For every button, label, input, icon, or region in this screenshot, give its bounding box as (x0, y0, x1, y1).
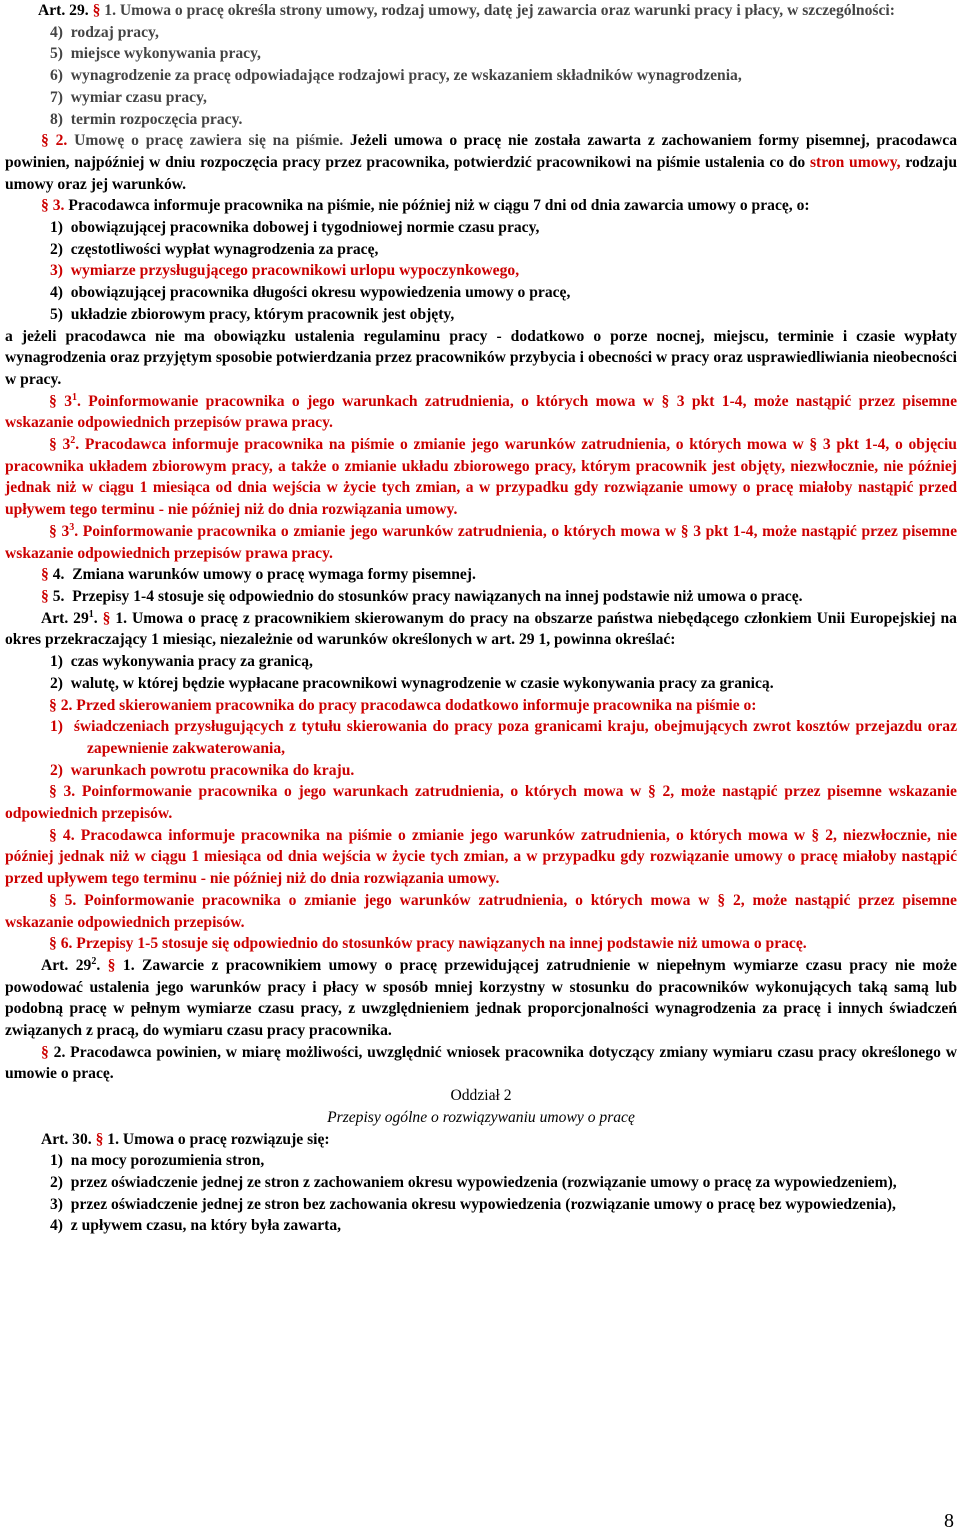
section-sign-icon: § (49, 696, 57, 714)
division-title: Oddział 2 (450, 1087, 512, 1105)
art29-2-paragraph-2 (5, 1042, 957, 1085)
list-item: 1) obowiązującej pracownika dobowej i tygodniowej normie czasu pracy, (50, 219, 540, 237)
paragraph-text: Zawarcie z pracownikiem umowy o pracę przewidującej zatrudnienie w niepełnym wymiarze czasu pracy nie może powodować ustalenia jego warunków pracy i płacy w sposób mniej korzystny w stosunku do pracowników wykonujących taką samą lub podobną pracę w pełnym wymiarze czasu pracy, z uwzględnieniem jednak proporcjonalności wynagrodzenia za pracę i innych świadczeń związanych z pracą, do wymiaru czasu pracy pracownika. (5, 956, 957, 1040)
section-sign-icon: § (49, 891, 57, 909)
art29-1-paragraph-6 (5, 933, 957, 955)
art30-paragraph-1 (5, 1129, 957, 1151)
paragraph-number: 1. (115, 609, 128, 627)
paragraph-text: Pracodawca informuje pracownika na piśmie o zmianie jego warunków zatrudnienia, o których mowa w (84, 436, 804, 454)
list-item: 2) warunkach powrotu pracownika do kraju. (50, 761, 355, 779)
section-sign-icon: § (41, 566, 49, 584)
section-sign-icon: § (49, 522, 57, 540)
list-item: 4) rodzaj pracy, (50, 23, 159, 41)
section-sign-icon: § (41, 587, 49, 605)
paragraph-number: 2. (55, 132, 68, 150)
list-item: 4) obowiązującej pracownika długości okresu wypowiedzenia umowy o pracę, (50, 284, 571, 302)
list-item: 2) walutę, w której będzie wypłacane pracownikowi wynagrodzenie w czasie wykonywania pracy za granicą. (50, 674, 774, 692)
art29-paragraph-2 (5, 130, 957, 195)
paragraph-text: rodzaju umowy oraz jej warunków. (5, 153, 958, 193)
paragraph-number: $3^1$. (64, 391, 81, 410)
paragraph-text: Jeżeli umowa o pracę nie została zawarta z zachowaniem formy pisemnej, pracodawca powinien, najpóźniej w dniu rozpoczęcia pracy przez pracownika, potwierdzić pracownikowi na piśmie ustalenia co do (5, 132, 958, 171)
art29-paragraph-5 (5, 586, 957, 608)
paragraph-text: 4. Pracodawca informuje pracownika na piśmie o zmianie jego warunków zatrudnienia, o których mowa w (62, 826, 806, 844)
list-item: 2) częstotliwości wypłat wynagrodzenia za pracę, (50, 240, 379, 258)
paragraph-number: 1. (122, 956, 135, 974)
article-heading: Art. 30. (41, 1130, 92, 1148)
paragraph-text: 6. Przepisy 1-5 stosuje się odpowiednio do stosunków pracy nawiązanych na innej podstawie niż umowa o pracę. (60, 935, 807, 953)
paragraph-text: 3 pkt 1-4, o objęciu pracownika układem zbiorowym pracy, a także o zmianie układu zbiorowego pracy, którym pracownik jest objęty, niezwłocznie, nie później jednak niż w ciągu 1 miesiąca od dnia wejścia w życie tych zmian, a w przypadku gdy rozwiązanie umowy o pracę miałoby nastąpić przed upływem tego terminu - nie później niż do dnia rozwiązania umowy. (5, 436, 957, 519)
paragraph-number: 1. (107, 1130, 119, 1148)
art29-paragraph-3 (5, 195, 957, 217)
paragraph-text: Poinformowanie pracownika o zmianie jego warunków zatrudnienia, o których mowa w (82, 522, 677, 540)
section-sign-icon: § (102, 609, 111, 627)
section-sign-icon: § (92, 2, 101, 19)
paragraph-number: 3. (52, 197, 65, 215)
art29-1-paragraph-5 (5, 890, 957, 933)
document-body (5, 0, 957, 1237)
paragraph-title: Umowę o pracę zawiera się na piśmie. (74, 132, 344, 150)
art29-2-paragraph-1 (5, 955, 957, 1042)
section-sign-icon: § (647, 783, 656, 801)
list-item: 2) przez oświadczenie jednej ze stron z zachowaniem okresu wypowiedzenia (rozwiązanie umowy o pracę za wypowiedzeniem), (50, 1173, 897, 1191)
section-sign-icon: § (95, 1130, 104, 1148)
paragraph-text: 2, niezwłocznie, nie później jednak niż w ciągu 1 miesiąca od dnia wejścia w życie tych zmian, a w przypadku gdy rozwiązanie umowy o pracę miałoby nastąpić przed upływem tego terminu - nie później niż do dnia rozwiązania umowy. (5, 826, 957, 888)
page-number: 8 (944, 1510, 954, 1532)
paragraph-text: a jeżeli pracodawca nie ma obowiązku ustalenia regulaminu pracy - dodatkowo o porze nocnej, miejscu, terminie i czasie wypłaty wynagrodzenia oraz przyjętym sposobie potwierdzania przez pracowników przybycia i obecności w pracy oraz usprawiedliwiania nieobecności w pracy. (5, 327, 957, 388)
section-sign-icon: § (49, 826, 57, 844)
list-item: 4) z upływem czasu, na który była zawarta, (50, 1217, 342, 1235)
paragraph-text: Umowa o pracę z pracownikiem skierowanym do pracy na (131, 609, 530, 627)
section-sign-icon: § (107, 956, 116, 974)
paragraph-text: 3 pkt 1-4, może nastąpić przez pisemne wskazanie odpowiednich przepisów prawa pracy. (5, 522, 958, 562)
list-item: 5) miejsce wykonywania pracy, (50, 45, 261, 63)
art29-1-paragraph-1 (5, 608, 957, 651)
paragraph-text: 3. Poinformowanie pracownika o jego warunkach zatrudnienia, o których mowa w (63, 783, 642, 801)
list-item: 1) na mocy porozumienia stron, (50, 1152, 265, 1170)
section-sign-icon: § (680, 522, 689, 540)
section-sign-icon: § (49, 436, 57, 454)
paragraph-text: Pracodawca informuje pracownika na piśmie, nie później niż w ciągu 7 dni od dnia zawarcia umowy o pracę, o: (68, 197, 810, 215)
paragraph-text: Umowa o pracę określa strony umowy, rodzaj umowy, datę jej zawarcia oraz warunki pracy i (119, 2, 741, 19)
section-sign-icon: § (41, 1043, 49, 1061)
paragraph-text: 5. Poinformowanie pracownika o zmianie jego warunków zatrudnienia, o których mowa w (64, 891, 710, 909)
art29-paragraph-3-2 (5, 434, 957, 521)
list-item: 1) świadczeniach przysługujących z tytułu skierowania do pracy poza granicami kraju, obejmujących zwrot kosztów przejazdu oraz zapewnienie zakwaterowania, (50, 718, 957, 757)
section-sign-icon: § (49, 392, 57, 410)
paragraph-number: $3^3$. (61, 521, 79, 540)
section-sign-icon: § (811, 826, 820, 844)
art29-paragraph-4 (5, 564, 957, 586)
list-item: 3) wymiarze przysługującego pracownikowi urlopu wypoczynkowego, (50, 262, 520, 280)
art29-paragraph-3-3 (5, 521, 957, 564)
list-item: 7) wymiar czasu pracy, (50, 88, 207, 106)
list-item: 8) termin rozpoczęcia pracy. (50, 110, 243, 128)
section-sign-icon: § (717, 891, 726, 909)
section-sign-icon: § (41, 197, 49, 215)
paragraph-text: 4. Zmiana warunków umowy o pracę wymaga formy pisemnej. (52, 566, 476, 584)
paragraph-text: 2, może nastąpić przez pisemne wskazanie odpowiednich przepisów. (5, 891, 957, 931)
paragraph-text: 2. Przed skierowaniem pracownika do pracy pracodawca dodatkowo informuje pracownika na piśmie o: (60, 696, 757, 714)
article-heading: Art. $29^1$. (41, 608, 98, 627)
section-sign-icon: § (809, 436, 818, 454)
list-item: 1) czas wykonywania pracy za granicą, (50, 653, 313, 671)
art29-1-paragraph-2 (5, 695, 957, 717)
paragraph-text: obszarze państwa niebędącego członkiem Unii Europejskiej na okres przekraczający 1 miesiąc, niezależnie od warunków określonych w art. 29 1, powinna określać: (5, 609, 957, 649)
article-heading: Art. 29. (38, 2, 89, 19)
article-heading: Art. $29^2$. (41, 955, 101, 974)
division-subtitle: Przepisy ogólne o rozwiązywaniu umowy o pracę (327, 1108, 635, 1126)
section-sign-icon: § (661, 392, 670, 410)
paragraph-text: 3 pkt 1-4, może nastąpić przez pisemne wskazanie odpowiednich przepisów prawa pracy. (5, 392, 958, 432)
art29-paragraph-1 (5, 0, 957, 22)
paragraph-text: 2, może nastąpić przez pisemne wskazanie odpowiednich przepisów. (5, 783, 957, 823)
paragraph-text: płacy, w szczególności: (744, 2, 895, 19)
section-sign-icon: § (49, 783, 57, 801)
paragraph-text-highlight: stron umowy, (809, 153, 901, 171)
paragraph-number: 1. (104, 2, 116, 19)
art29-paragraph-3-1 (5, 391, 957, 434)
art29-1-paragraph-3 (5, 781, 957, 824)
art29-1-paragraph-4 (5, 825, 957, 890)
list-item: 6) wynagrodzenie za pracę odpowiadające rodzajowi pracy, ze wskazaniem składników wynagrodzenia, (50, 67, 742, 85)
paragraph-text: 2. Pracodawca powinien, w miarę możliwości, uwzględnić wniosek pracownika dotyczący zmiany wymiaru czasu pracy określonego w umowie o pracę. (5, 1043, 957, 1083)
paragraph-text: 5. Przepisy 1-4 stosuje się odpowiednio do stosunków pracy nawiązanych na innej podstawie niż umowa o pracę. (52, 587, 803, 605)
section-sign-icon: § (49, 935, 57, 953)
paragraph-text: Umowa o pracę rozwiązuje się: (122, 1130, 330, 1148)
list-item: 5) układzie zbiorowym pracy, którym pracownik jest objęty, (50, 305, 455, 323)
paragraph-text: Poinformowanie pracownika o jego warunkach zatrudnienia, o których mowa w (88, 392, 655, 410)
paragraph-number: $3^2$. (62, 434, 80, 454)
section-sign-icon: § (41, 132, 49, 150)
list-item: 3) przez oświadczenie jednej ze stron bez zachowania okresu wypowiedzenia (rozwiązanie umowy o pracę bez wypowiedzenia), (50, 1195, 896, 1213)
